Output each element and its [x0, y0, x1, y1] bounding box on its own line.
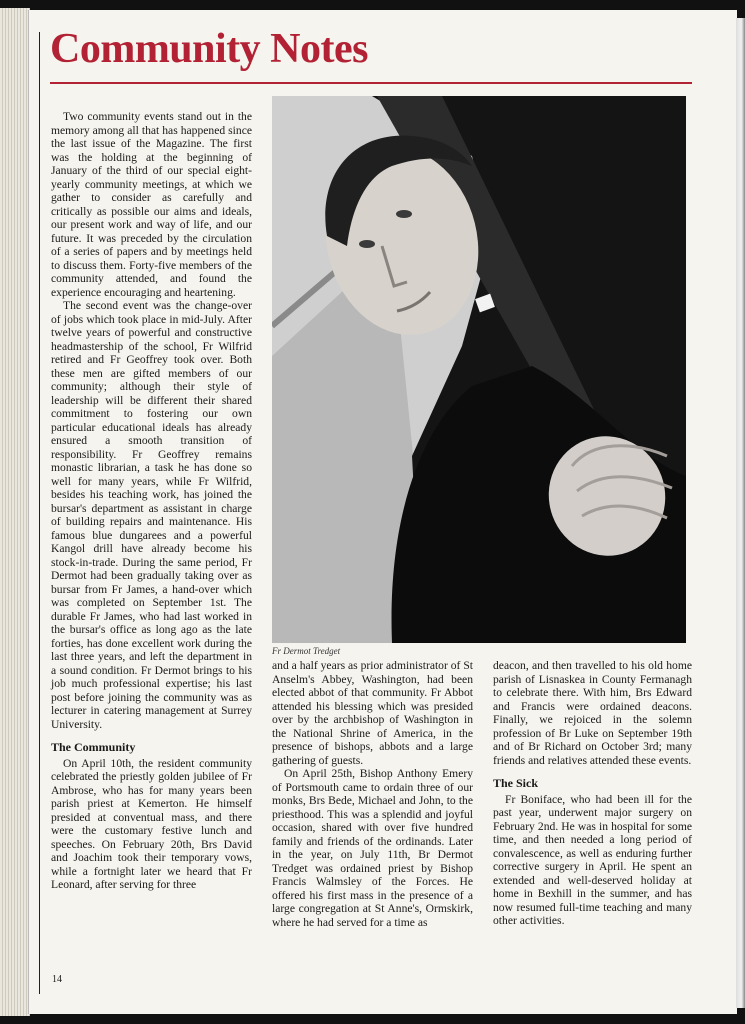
page-number: 14: [52, 974, 62, 985]
column-1: [51, 110, 252, 892]
paragraph: Two community events stand out in the memory among all that has happened since the last issue of the Magazine. The first was the holding at the beginning of January of the third of our special eight-yearly community meetings, at which we gather to consider as carefully and critically as possible our aims and ideals, our present work and way of life, and our future. It was preceded by the circulation of a series of papers and by meetings held to discuss them. Forty-five members of the community attended, and found the experience encouraging and heartening.: [51, 110, 252, 299]
column-2: [272, 659, 473, 929]
paragraph: On April 25th, Bishop Anthony Emery of Portsmouth came to ordain three of our monks, Brs Bede, Michael and John, to the priesthood. This was a splendid and joyful occasion, shared with over five hundred family and friends of the ordinands. Later in the year, on July 11th, Br Dermot Tredget was ordained priest by Bishop Francis Walmsley of the Forces. He offered his first mass in the presence of a large congregation at St Anne's, Ormskirk, where he had served for a time as: [272, 767, 473, 929]
paragraph: deacon, and then travelled to his old home parish of Lisnaskea in County Fermanagh to celebrate there. With him, Brs Edward and Francis were ordained deacons. Finally, we rejoiced in the solemn profession of Br Luke on September 19th and of Br Richard on October 3rd; many friends and relatives attended these events.: [493, 659, 692, 767]
paragraph: and a half years as prior administrator of St Anselm's Abbey, Washington, had been elected abbot of that community. Fr Abbot attended his blessing which was presided over by the archbishop of Washington in the National Shrine of America, in the presence of bishops, abbots and a large gathering of guests.: [272, 659, 473, 767]
section-heading-community: The Community: [51, 740, 136, 754]
paragraph: The second event was the change-over of jobs which took place in mid-July. After twelve years of powerful and constructive headmastership of the school, Fr Wilfrid retired and Fr Geoffrey took over. Both these men are gifted members of our community; although their style of leadership will be different their shared commitment to fostering our own particular educational ideals has already ensured a smooth transition of responsibility. Fr Geoffrey remains monastic librarian, a task he has done so well for many years, while Fr Wilfrid, besides his teaching work, has joined the bursar's department as assistant in charge of building repairs and maintenance. His famous blue dungarees and a powerful Kangol drill have already become his stock-in-trade. During the same period, Fr Dermot had been gradually taking over as bursar from Fr James, a hand-over which was completed on September 1st. The durable Fr James, who had last worked in the bursar's office as long ago as the late forties, has done excellent work during the last three years, and left the department in a sound condition. Fr Dermot brings to his job much professional expertise; his last post before joining the community was as lecturer in catering management at Surrey University.: [51, 299, 252, 731]
paragraph: On April 10th, the resident community celebrated the priestly golden jubilee of Fr Ambrose, who has for many years been parish priest at Kemerton. He himself presided at conventual mass, and there were the customary festive lunch and speeches. On February 20th, Brs David and Joachim took their temporary vows, while a fortnight later we heard that Fr Leonard, after serving for three: [51, 756, 252, 891]
section-heading-the-sick: The Sick: [493, 776, 539, 790]
title-underline: [50, 82, 692, 84]
photo-caption: Fr Dermot Tredget: [272, 646, 341, 656]
portrait-illustration: [272, 96, 686, 643]
paragraph: Fr Boniface, who had been ill for the past year, underwent major surgery on February 2nd. He was in hospital for some time, and then needed a long period of convalescence, as well as enduring further corrective surgery in April. He spent an extended and well-deserved holiday at home in Bexhill in the summer, and has now resumed full-time teaching and many other activities.: [493, 792, 692, 927]
facing-page-edge: [736, 18, 745, 1008]
page-title: Community Notes: [50, 26, 368, 72]
photo-portrait: [272, 96, 686, 643]
column-3: [493, 659, 692, 928]
page-stack-edge: [0, 8, 30, 1016]
margin-rule: [39, 32, 40, 994]
